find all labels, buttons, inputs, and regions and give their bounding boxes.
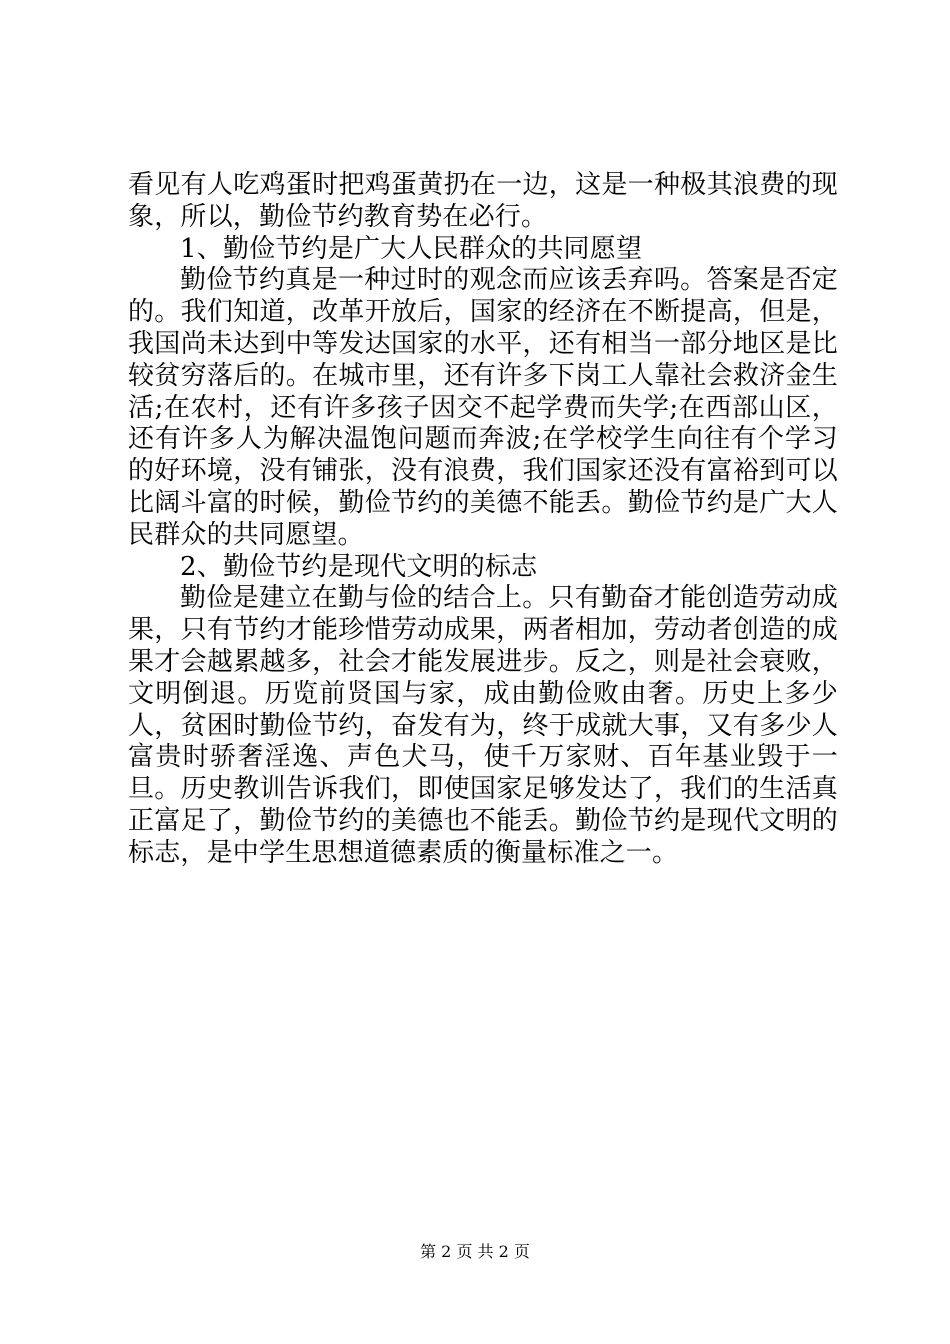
document-body: [128, 170, 838, 870]
section-heading-1: 1、勤俭节约是广大人民群众的共同愿望: [180, 233, 643, 264]
paragraph-section-1: 勤俭节约真是一种过时的观念而应该丢弃吗。答案是否定的。我们知道，改革开放后，国家的经济在不断提高，但是，我国尚未达到中等发达国家的水平，还有相当一部分地区是比较贫穷落后的。在城市里，还有许多下岗工人靠社会救济金生活;在农村，还有许多孩子因交不起学费而失学;在西部山区，还有许多人为解决温饱问题而奔波;在学校学生向往有个学习的好环境，没有铺张，没有浪费，我们国家还没有富裕到可以比阔斗富的时候，勤俭节约的美德不能丢。勤俭节约是广大人民群众的共同愿望。: [128, 265, 838, 550]
paragraph-continuation: 看见有人吃鸡蛋时把鸡蛋黄扔在一边，这是一种极其浪费的现象，所以，勤俭节约教育势在必行。: [128, 170, 838, 232]
section-heading-2: 2、勤俭节约是现代文明的标志: [180, 551, 538, 582]
page-number-footer: 第 2 页 共 2 页: [420, 1242, 530, 1261]
paragraph-section-2: 勤俭是建立在勤与俭的结合上。只有勤奋才能创造劳动成果，只有节约才能珍惜劳动成果，两者相加，劳动者创造的成果才会越累越多，社会才能发展进步。反之，则是社会衰败，文明倒退。历览前贤国与家，成由勤俭败由奢。历史上多少人，贫困时勤俭节约，奋发有为，终于成就大事，又有多少人富贵时骄奢淫逸、声色犬马，使千万家财、百年基业毁于一旦。历史教训告诉我们，即使国家足够发达了，我们的生活真正富足了，勤俭节约的美德也不能丢。勤俭节约是现代文明的标志，是中学生思想道德素质的衡量标准之一。: [128, 583, 838, 868]
